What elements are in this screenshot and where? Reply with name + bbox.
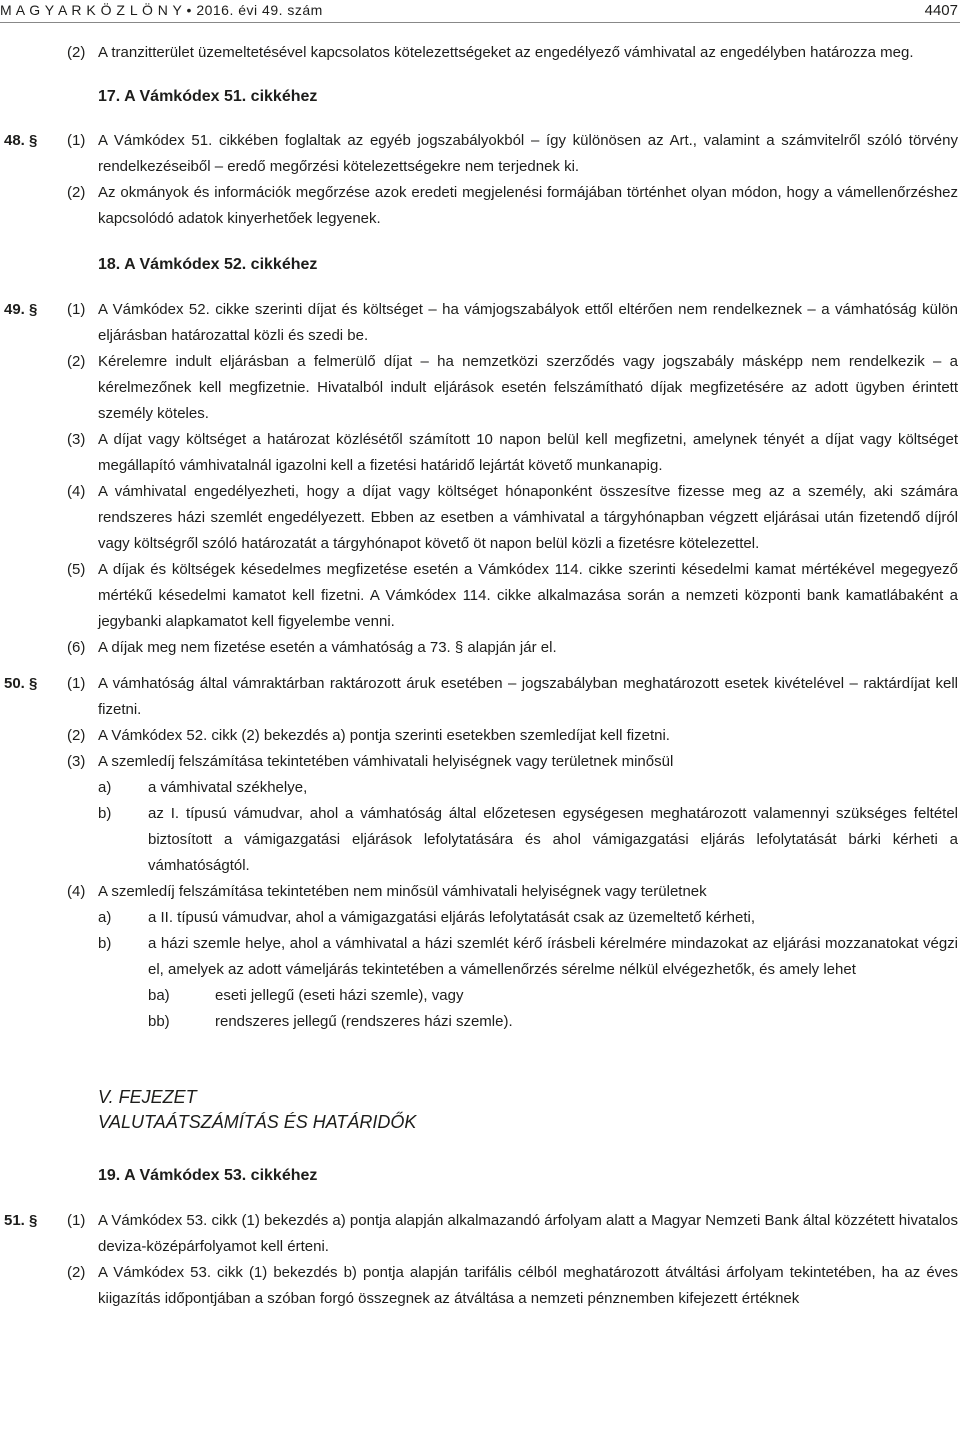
paragraph [0,479,960,557]
paragraph-number: (4) [67,883,86,900]
paragraph [0,349,960,427]
point-text: a házi szemle helye, ahol a vámhivatal a házi szemlét kérő írásbeli kérelmére mindazokat az eljárási mozzanatokat végzi el, amelyek az adott vámeljárás tekintetében a vámellenőrzés sérelme nélkül elvégezhetők, és amely lehet [148,935,958,978]
paragraph [0,557,960,635]
paragraph-number: (1) [67,132,86,149]
paragraph [0,723,960,749]
section-number: 48. § [4,132,38,149]
point-text: a II. típusú vámudvar, ahol a vámigazgatási eljárás lefolytatását csak az üzemeltető kérheti, [148,909,755,926]
point-item [0,931,960,983]
paragraph-text: A vámhatóság által vámraktárban raktározott áruk esetében – jogszabályban meghatározott esetek kivételével – raktárdíjat kell fizetni. [98,675,958,718]
document-body [0,40,960,1312]
paragraph-number: (2) [67,184,86,201]
paragraph-text: Kérelemre indult eljárásban a felmerülő díjat – ha nemzetközi szerződés vagy jogszabály másképp nem rendelkezik – a kérelmezőnek kell megfizetnie. Hivatalból indult eljárások esetén felszámítható díjak megfizetésére az adott ügyben érintett személy köteles. [98,353,958,422]
paragraph-text: A Vámkódex 52. cikke szerinti díjat és költséget – ha vámjogszabályok ettől eltérően nem rendelkeznek – a vámhatóság külön eljárásban határozattal közli és szedi be. [98,301,958,344]
chapter-number: V. FEJEZET [98,1087,197,1107]
paragraph-text: A Vámkódex 52. cikk (2) bekezdés a) pontja szerinti esetekben szemledíjat kell fizetni. [98,727,670,744]
point-item [0,801,960,879]
chapter-title: VALUTAÁTSZÁMÍTÁS ÉS HATÁRIDŐK [98,1112,417,1132]
subpoint-text: rendszeres jellegű (rendszeres házi szemle). [215,1013,513,1030]
point-item [0,905,960,931]
paragraph-number: (3) [67,431,86,448]
page-header [0,0,960,23]
section-49 [0,297,960,349]
paragraph-number: (1) [67,1212,86,1229]
paragraph-text: A díjat vagy költséget a határozat közlésétől számított 10 napon belül kell megfizetni, amelynek tényét a díjat vagy költséget megállapító vámhivatalnál igazolni kell a fizetési határidő lejártát követő munkanapig. [98,431,958,474]
paragraph-text: A Vámkódex 53. cikk (1) bekezdés b) pontja alapján tarifális célból meghatározott átváltási árfolyam tekintetében, ha az éves kiigazítás időpontjában a szóban forgó összegnek az átváltása a nemzeti pénznemben kifejezett értéknek [98,1264,958,1307]
paragraph-number: (2) [67,44,86,61]
point-label: a) [98,909,112,926]
paragraph-text: A díjak és költségek késedelmes megfizetése esetén a Vámkódex 114. cikke szerinti késedelmi kamat mértékével megegyező mértékű késedelmi kamatot kell fizetni. A Vámkódex 114. cikke alkalmazása során a nemzeti központi bank kamatlábaként a jegybanki alapkamatot kell figyelembe venni. [98,561,958,630]
paragraph-number: (3) [67,753,86,770]
paragraph [0,635,960,661]
paragraph-text: A Vámkódex 53. cikk (1) bekezdés a) pontja alapján alkalmazandó árfolyam alatt a Magyar Nemzeti Bank által közzétett hivatalos deviza-középárfolyamot kell érteni. [98,1212,958,1255]
subheading: 18. A Vámkódex 52. cikkéhez [98,256,318,273]
paragraph [0,879,960,905]
subheading: 17. A Vámkódex 51. cikkéhez [98,88,318,105]
paragraph-text: A Vámkódex 51. cikkében foglaltak az egyéb jogszabályokból – így különösen az Art., valamint a számvitelről szóló törvény rendelkezéseiből – eredő megőrzési kötelezettségekre nem terjednek ki. [98,132,958,175]
section-number: 50. § [4,675,38,692]
point-text: az I. típusú vámudvar, ahol a vámhatóság által előzetesen egységesen meghatározott valamennyi szükséges feltétel biztosított a vámigazgatási eljárások lefolytatására és ahol vámigazgatási eljárás lefolytatását bárki kérheti a vámhatóságtól. [148,805,958,874]
paragraph-number: (6) [67,639,86,656]
paragraph-text: A szemledíj felszámítása tekintetében nem minősül vámhivatali helyiségnek vagy területnek [98,883,707,900]
paragraph [0,40,960,66]
paragraph-number: (2) [67,727,86,744]
section-number: 49. § [4,301,38,318]
paragraph-text: A vámhivatal engedélyezheti, hogy a díjat vagy költséget hónaponként összesítve fizesse meg az a személy, aki számára rendszeres házi szemlét engedélyezett. Ebben az esetben a vámhivatal a tárgyhónapban végzett eljárásai után fizetendő díjról vagy költségről szóló határozatát a tárgyhónapot követő öt napon belül közli a fizetésre kötelezettel. [98,483,958,552]
paragraph [0,1260,960,1312]
subpoint-text: eseti jellegű (eseti házi szemle), vagy [215,987,464,1004]
section-51 [0,1208,960,1260]
paragraph [0,427,960,479]
paragraph-number: (5) [67,561,86,578]
paragraph [0,749,960,775]
paragraph-number: (1) [67,301,86,318]
publication-info [0,2,323,18]
point-label: b) [98,805,112,822]
page-number: 4407 [924,2,958,19]
paragraph-number: (1) [67,675,86,692]
paragraph-text: A szemledíj felszámítása tekintetében vámhivatali helyiségnek vagy területnek minősül [98,753,674,770]
subheading: 19. A Vámkódex 53. cikkéhez [98,1167,318,1184]
paragraph-text: A díjak meg nem fizetése esetén a vámhatóság a 73. § alapján jár el. [98,639,557,656]
publication-name: M A G Y A R K Ö Z L Ö N Y [0,2,183,18]
point-label: a) [98,779,112,796]
paragraph [0,180,960,232]
subpoint-label: bb) [148,1013,170,1030]
point-label: b) [98,935,112,952]
paragraph-number: (4) [67,483,86,500]
header-bullet: • [186,2,192,18]
paragraph-number: (2) [67,353,86,370]
point-item [0,775,960,801]
issue-label: 2016. évi 49. szám [196,2,323,18]
paragraph-text: Az okmányok és információk megőrzése azok eredeti megjelenési formájában történhet olyan módon, hogy a vámellenőrzéshez kapcsolódó adatok kinyerhetőek legyenek. [98,184,958,227]
paragraph-text: A tranzitterület üzemeltetésével kapcsolatos kötelezettségeket az engedélyező vámhivatal az engedélyben határozza meg. [98,44,914,61]
point-text: a vámhivatal székhelye, [148,779,308,796]
section-50 [0,671,960,723]
paragraph-number: (2) [67,1264,86,1281]
section-48 [0,128,960,180]
subpoint-label: ba) [148,987,170,1004]
section-number: 51. § [4,1212,38,1229]
subpoint-item [0,983,960,1009]
subpoint-item [0,1009,960,1035]
